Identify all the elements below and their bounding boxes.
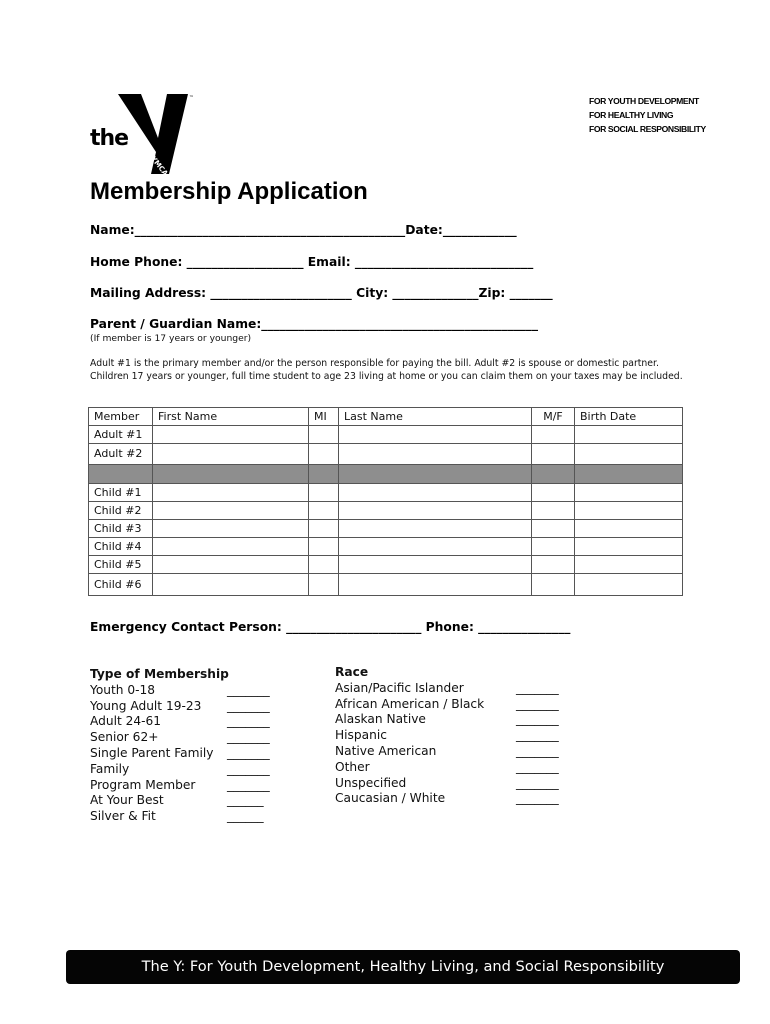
column-header: Birth Date xyxy=(575,408,683,426)
list-item-label: Asian/Pacific Islander xyxy=(335,680,464,695)
table-row[interactable] xyxy=(89,484,683,502)
race-list xyxy=(335,665,585,807)
list-item-label: Program Member xyxy=(90,777,196,792)
cell[interactable] xyxy=(153,556,309,574)
cell[interactable] xyxy=(532,502,575,520)
list-item-blank[interactable]: _______ xyxy=(516,743,559,758)
list-item-blank[interactable]: _______ xyxy=(227,730,270,745)
cell[interactable] xyxy=(339,484,532,502)
table-row[interactable] xyxy=(89,556,683,574)
list-item-blank[interactable]: _______ xyxy=(516,759,559,774)
cell[interactable] xyxy=(339,426,532,444)
cell[interactable] xyxy=(309,444,339,465)
list-item[interactable] xyxy=(90,746,290,762)
cell[interactable] xyxy=(575,426,683,444)
list-item[interactable] xyxy=(90,683,290,699)
membership-heading: Type of Membership xyxy=(90,667,229,681)
cell[interactable] xyxy=(153,444,309,465)
cell[interactable] xyxy=(532,574,575,596)
list-item-label: Native American xyxy=(335,743,437,758)
list-item[interactable] xyxy=(90,778,290,794)
list-item-blank[interactable]: _______ xyxy=(227,698,270,713)
member-instructions: Adult #1 is the primary member and/or the person responsible for paying the bill. Adult #2 is spouse or domestic partner. Children 17 years or younger, full time student to age 23 living at home or you can claim them on your taxes may be included. xyxy=(90,358,683,382)
member-label: Child #3 xyxy=(89,520,153,538)
list-item-blank[interactable]: _______ xyxy=(516,775,559,790)
page-title: Membership Application xyxy=(90,178,368,205)
cell[interactable] xyxy=(532,538,575,556)
member-label: Adult #1 xyxy=(89,426,153,444)
member-label: Child #4 xyxy=(89,538,153,556)
cell[interactable] xyxy=(339,556,532,574)
column-header: M/F xyxy=(532,408,575,426)
list-item-blank[interactable]: _______ xyxy=(227,682,270,697)
list-item[interactable] xyxy=(90,714,290,730)
race-heading: Race xyxy=(335,665,369,679)
cell[interactable] xyxy=(575,574,683,596)
guardian-name-field[interactable]: Parent / Guardian Name:_____________________________________________ xyxy=(90,317,538,331)
cell[interactable] xyxy=(153,502,309,520)
list-item-label: Other xyxy=(335,759,370,774)
cell[interactable] xyxy=(309,502,339,520)
list-item[interactable] xyxy=(90,762,290,778)
list-item-label: Hispanic xyxy=(335,728,387,743)
list-item-blank[interactable]: _______ xyxy=(516,791,559,806)
phone-email-field[interactable]: Home Phone: ___________________ Email: _____________________________ xyxy=(90,255,534,269)
list-item-label: Unspecified xyxy=(335,775,407,790)
list-item[interactable] xyxy=(335,712,585,728)
footer-banner: The Y: For Youth Development, Healthy Living, and Social Responsibility xyxy=(66,950,740,984)
list-item[interactable] xyxy=(335,728,585,744)
list-item-blank[interactable]: _______ xyxy=(516,728,559,743)
list-item-label: Senior 62+ xyxy=(90,730,159,745)
cell[interactable] xyxy=(339,444,532,465)
member-label: Child #2 xyxy=(89,502,153,520)
cell[interactable] xyxy=(309,484,339,502)
list-item[interactable] xyxy=(90,730,290,746)
tagline xyxy=(589,94,706,136)
cell[interactable] xyxy=(309,556,339,574)
table-row[interactable] xyxy=(89,426,683,444)
cell[interactable] xyxy=(575,538,683,556)
list-item[interactable] xyxy=(335,791,585,807)
column-header: Last Name xyxy=(339,408,532,426)
list-item-label: Adult 24-61 xyxy=(90,714,162,729)
cell[interactable] xyxy=(309,426,339,444)
list-item-blank[interactable]: _______ xyxy=(516,680,559,695)
cell[interactable] xyxy=(153,520,309,538)
cell[interactable] xyxy=(309,520,339,538)
cell[interactable] xyxy=(339,574,532,596)
list-item[interactable] xyxy=(335,776,585,792)
table-row[interactable] xyxy=(89,502,683,520)
list-item[interactable] xyxy=(335,681,585,697)
logo-text: the xyxy=(90,126,129,151)
ymca-logo-icon xyxy=(116,92,196,178)
list-item-label: Youth 0-18 xyxy=(90,682,156,697)
svg-text:™: ™ xyxy=(189,95,194,101)
list-item[interactable] xyxy=(335,760,585,776)
cell[interactable] xyxy=(575,520,683,538)
tagline-line: FOR YOUTH DEVELOPMENT xyxy=(589,96,699,106)
separator-row xyxy=(89,465,683,484)
cell[interactable] xyxy=(309,574,339,596)
list-item-blank[interactable]: ______ xyxy=(227,809,264,824)
address-field[interactable]: Mailing Address: _______________________ City: ______________Zip: _______ xyxy=(90,286,553,300)
table-row[interactable] xyxy=(89,538,683,556)
list-item-label: Alaskan Native xyxy=(335,712,426,727)
member-label: Adult #2 xyxy=(89,444,153,465)
list-item-label: Single Parent Family xyxy=(90,745,214,760)
cell[interactable] xyxy=(309,538,339,556)
cell[interactable] xyxy=(532,484,575,502)
cell[interactable] xyxy=(575,484,683,502)
list-item[interactable] xyxy=(90,809,290,825)
list-item-label: African American / Black xyxy=(335,696,485,711)
cell[interactable] xyxy=(532,520,575,538)
list-item-blank[interactable]: ______ xyxy=(227,793,264,808)
list-item-blank[interactable]: _______ xyxy=(227,745,270,760)
tagline-line: FOR SOCIAL RESPONSIBILITY xyxy=(589,124,706,134)
cell[interactable] xyxy=(532,426,575,444)
member-label: Child #5 xyxy=(89,556,153,574)
column-header: MI xyxy=(309,408,339,426)
list-item-label: At Your Best xyxy=(90,793,164,808)
list-item-label: Silver & Fit xyxy=(90,809,156,824)
cell[interactable] xyxy=(153,426,309,444)
column-header: Member xyxy=(89,408,153,426)
list-item-label: Young Adult 19-23 xyxy=(90,698,202,713)
cell[interactable] xyxy=(153,574,309,596)
list-item-blank[interactable]: _______ xyxy=(516,712,559,727)
list-item-blank[interactable]: _______ xyxy=(227,777,270,792)
table-row[interactable] xyxy=(89,574,683,596)
list-item[interactable] xyxy=(335,744,585,760)
list-item-blank[interactable]: _______ xyxy=(227,714,270,729)
cell[interactable] xyxy=(532,444,575,465)
cell[interactable] xyxy=(339,538,532,556)
member-label: Child #1 xyxy=(89,484,153,502)
cell[interactable] xyxy=(575,502,683,520)
list-item[interactable] xyxy=(335,697,585,713)
cell[interactable] xyxy=(339,502,532,520)
list-item-label: Caucasian / White xyxy=(335,791,446,806)
cell[interactable] xyxy=(339,520,532,538)
list-item[interactable] xyxy=(90,699,290,715)
table-header-row xyxy=(89,408,683,426)
membership-type-list xyxy=(90,667,290,825)
name-date-field[interactable]: Name:____________________________________________Date:____________ xyxy=(90,223,517,237)
list-item-label: Family xyxy=(90,761,130,776)
guardian-note: (If member is 17 years or younger) xyxy=(90,333,252,344)
cell[interactable] xyxy=(153,538,309,556)
list-item-blank[interactable]: _______ xyxy=(516,696,559,711)
list-item-blank[interactable]: _______ xyxy=(227,761,270,776)
cell[interactable] xyxy=(575,444,683,465)
emergency-contact-field[interactable]: Emergency Contact Person: ______________________ Phone: _______________ xyxy=(90,620,571,634)
logo-mark-text: YMCA xyxy=(149,154,170,178)
table-row[interactable] xyxy=(89,520,683,538)
tagline-line: FOR HEALTHY LIVING xyxy=(589,110,674,120)
cell[interactable] xyxy=(575,556,683,574)
cell[interactable] xyxy=(532,556,575,574)
member-label: Child #6 xyxy=(89,574,153,596)
table-row[interactable] xyxy=(89,444,683,465)
column-header: First Name xyxy=(153,408,309,426)
cell[interactable] xyxy=(153,484,309,502)
list-item[interactable] xyxy=(90,793,290,809)
member-table xyxy=(88,407,683,596)
